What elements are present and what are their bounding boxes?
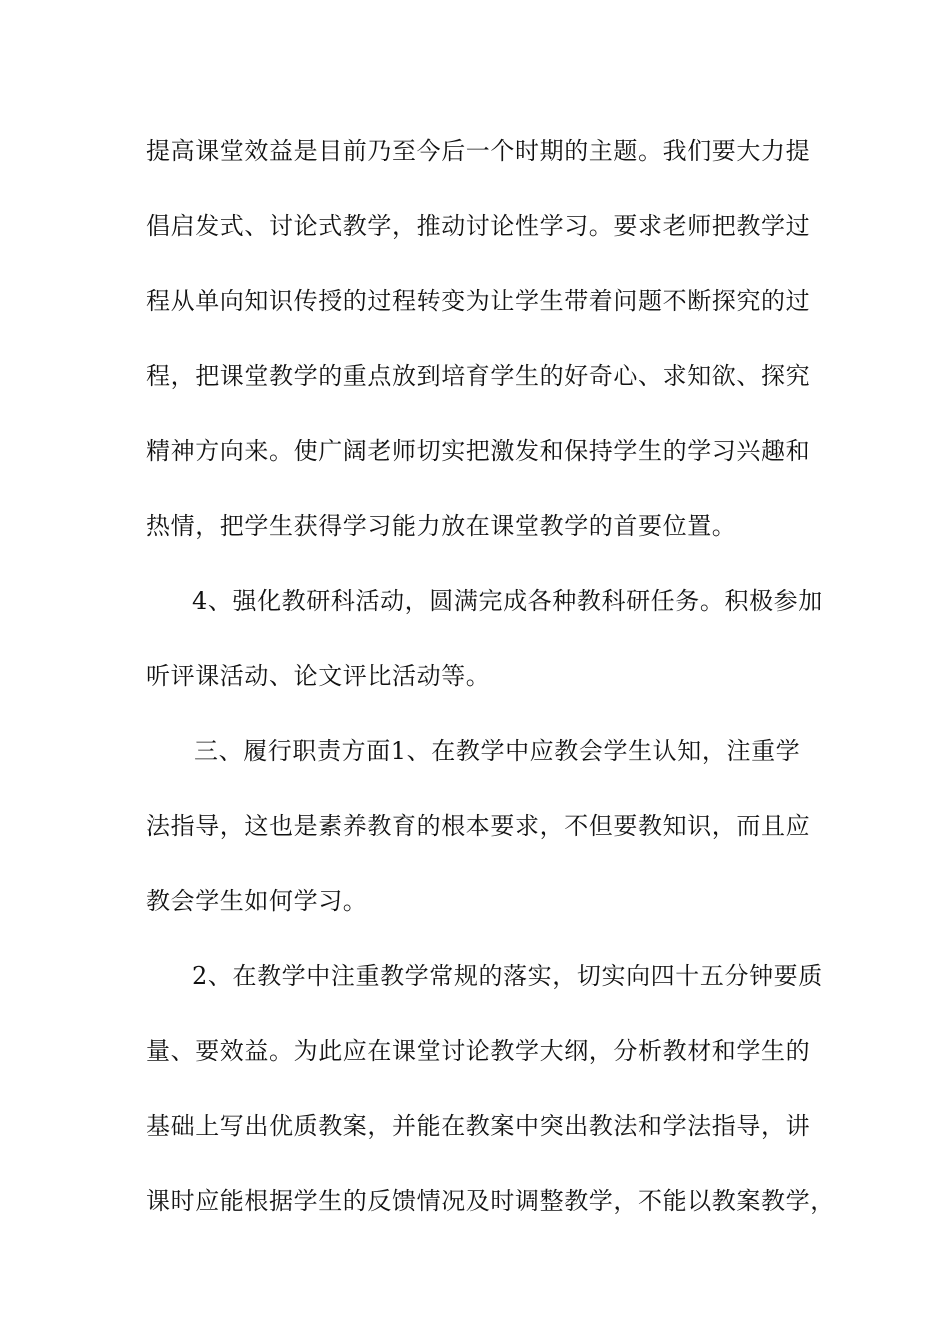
text-line: 热情，把学生获得学习能力放在课堂教学的首要位置。 xyxy=(146,512,737,540)
text-line: 法指导，这也是素养教育的根本要求，不但要教知识，而且应 xyxy=(146,812,811,840)
text-line: 提高课堂效益是目前乃至今后一个时期的主题。我们要大力提 xyxy=(146,137,811,165)
section-heading-line: 三、履行职责方面1、在教学中应教会学生认知，注重学 xyxy=(194,737,801,765)
text-line: 程从单向知识传授的过程转变为让学生带着问题不断探究的过 xyxy=(146,287,811,315)
text-line: 量、要效益。为此应在课堂讨论教学大纲，分析教材和学生的 xyxy=(146,1037,811,1065)
text-line: 基础上写出优质教案，并能在教案中突出教法和学法指导，讲 xyxy=(146,1112,811,1140)
paragraph-start-line: 2、在教学中注重教学常规的落实，切实向四十五分钟要质 xyxy=(192,962,823,990)
paragraph-start-line: 4、强化教研科活动，圆满完成各种教科研任务。积极参加 xyxy=(192,587,823,615)
text-line: 听评课活动、论文评比活动等。 xyxy=(146,662,491,690)
text-line: 课时应能根据学生的反馈情况及时调整教学，不能以教案教学， xyxy=(146,1187,835,1215)
text-line: 精神方向来。使广阔老师切实把激发和保持学生的学习兴趣和 xyxy=(146,437,811,465)
text-line: 程，把课堂教学的重点放到培育学生的好奇心、求知欲、探究 xyxy=(146,362,811,390)
text-line: 倡启发式、讨论式教学，推动讨论性学习。要求老师把教学过 xyxy=(146,212,811,240)
text-line: 教会学生如何学习。 xyxy=(146,887,368,915)
